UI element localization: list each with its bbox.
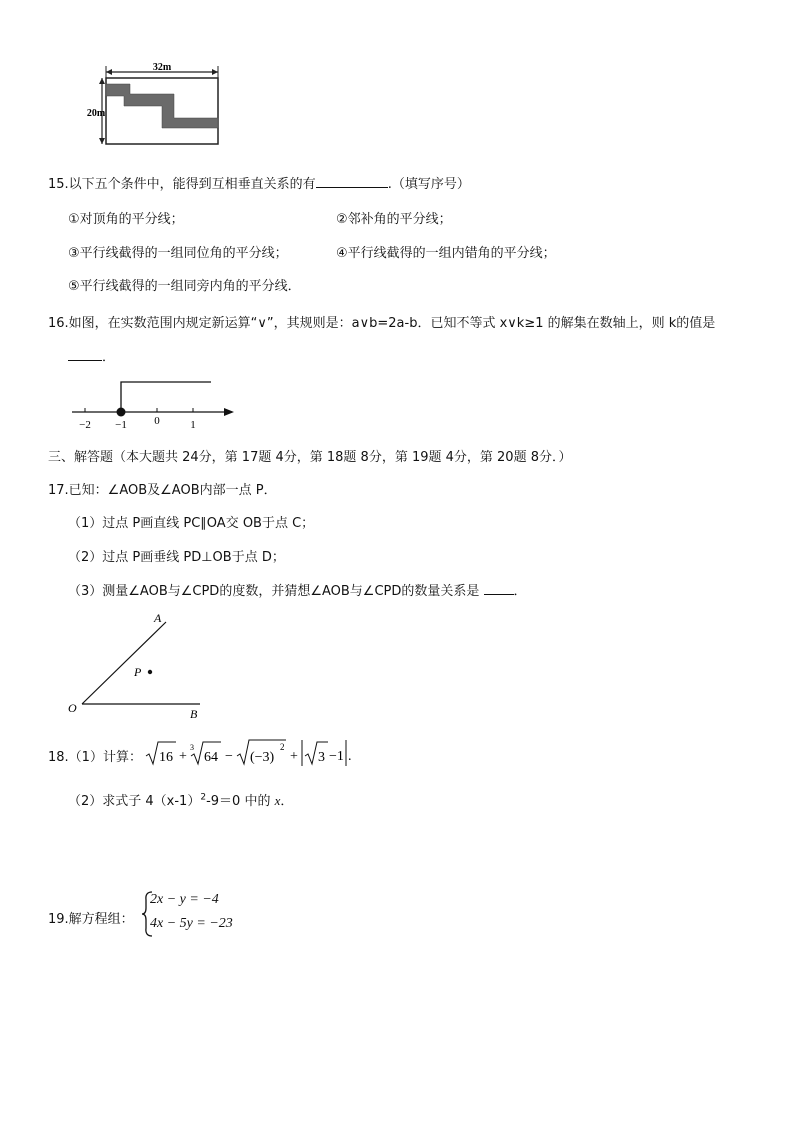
svg-text:2: 2	[280, 742, 285, 752]
q18-part1-label: 18.（1）计算：	[48, 750, 142, 765]
q16-answer-line: ．	[68, 346, 115, 365]
label-O: O	[68, 701, 77, 715]
svg-text:64: 64	[204, 750, 218, 765]
q15-option-5: ⑤平行线截得的一组同旁内角的平分线．	[68, 279, 301, 294]
q17-part2: （2）过点 P画垂线 PD⊥OB于点 D；	[68, 550, 285, 565]
q16-stem: 16.如图，在实数范围内规定新运算“∨”，其规则是：a∨b=2a-b．已知不等式 x∨k≥1 的解集在数轴上，则 k的值是	[48, 316, 716, 331]
q17-part1: （1）过点 P画直线 PC∥OA交 OB于点 C；	[68, 516, 315, 531]
svg-text:+: +	[179, 749, 187, 764]
q18-part2: （2）求式子 $4(x-1)^2-9=0$ 中的 x．	[68, 792, 294, 809]
svg-text:16: 16	[159, 750, 173, 765]
svg-text:+: +	[290, 749, 298, 764]
q15-answer-blank[interactable]	[316, 173, 388, 188]
q18-expression	[144, 736, 354, 770]
walkway-figure	[82, 60, 232, 148]
width-label: 32m	[152, 62, 172, 73]
q17-angle-figure	[64, 610, 214, 722]
svg-text:3: 3	[318, 750, 325, 765]
q15-option-4: ④平行线截得的一组内错角的平分线；	[336, 246, 556, 261]
svg-text:−1: −1	[329, 749, 344, 764]
height-label: 20m	[86, 108, 106, 119]
label-A: A	[154, 611, 162, 625]
svg-text:(−3): (−3)	[250, 750, 275, 765]
q17-stem: 17.已知：∠AOB及∠AOB内部一点 P．	[48, 483, 277, 498]
equation-1: 2x − y = −4	[150, 892, 219, 907]
q16-answer-blank[interactable]	[68, 346, 102, 361]
q19-label: 19.解方程组：	[48, 912, 134, 927]
section-heading: 三、解答题（本大题共 24分，第 17题 4分，第 18题 8分，第 19题 4分，第 20题 8分．）	[48, 450, 572, 465]
tick-label-neg2: −2	[79, 419, 91, 431]
tick-label-neg1: −1	[115, 419, 127, 431]
svg-text:3: 3	[190, 743, 194, 752]
q17-part3: （3）测量∠AOB与∠CPD的度数，并猜想∠AOB与∠CPD的数量关系是 ．	[68, 580, 527, 599]
label-P: P	[134, 665, 142, 679]
label-B: B	[190, 707, 198, 721]
svg-text:.: .	[348, 749, 352, 764]
tick-label-0: 0	[154, 415, 160, 427]
q16-number-line	[68, 372, 240, 432]
equation-2: 4x − 5y = −23	[150, 916, 233, 931]
q15-option-1: ①对顶角的平分线；	[68, 212, 184, 227]
q17-answer-blank[interactable]	[484, 580, 514, 595]
q15-option-3: ③平行线截得的一组同位角的平分线；	[68, 246, 288, 261]
q15-option-2: ②邻补角的平分线；	[336, 212, 452, 227]
tick-label-1: 1	[190, 419, 196, 431]
q15-stem: 15.以下五个条件中，能得到互相垂直关系的有 .（填写序号）	[48, 173, 470, 192]
svg-text:−: −	[225, 749, 233, 764]
